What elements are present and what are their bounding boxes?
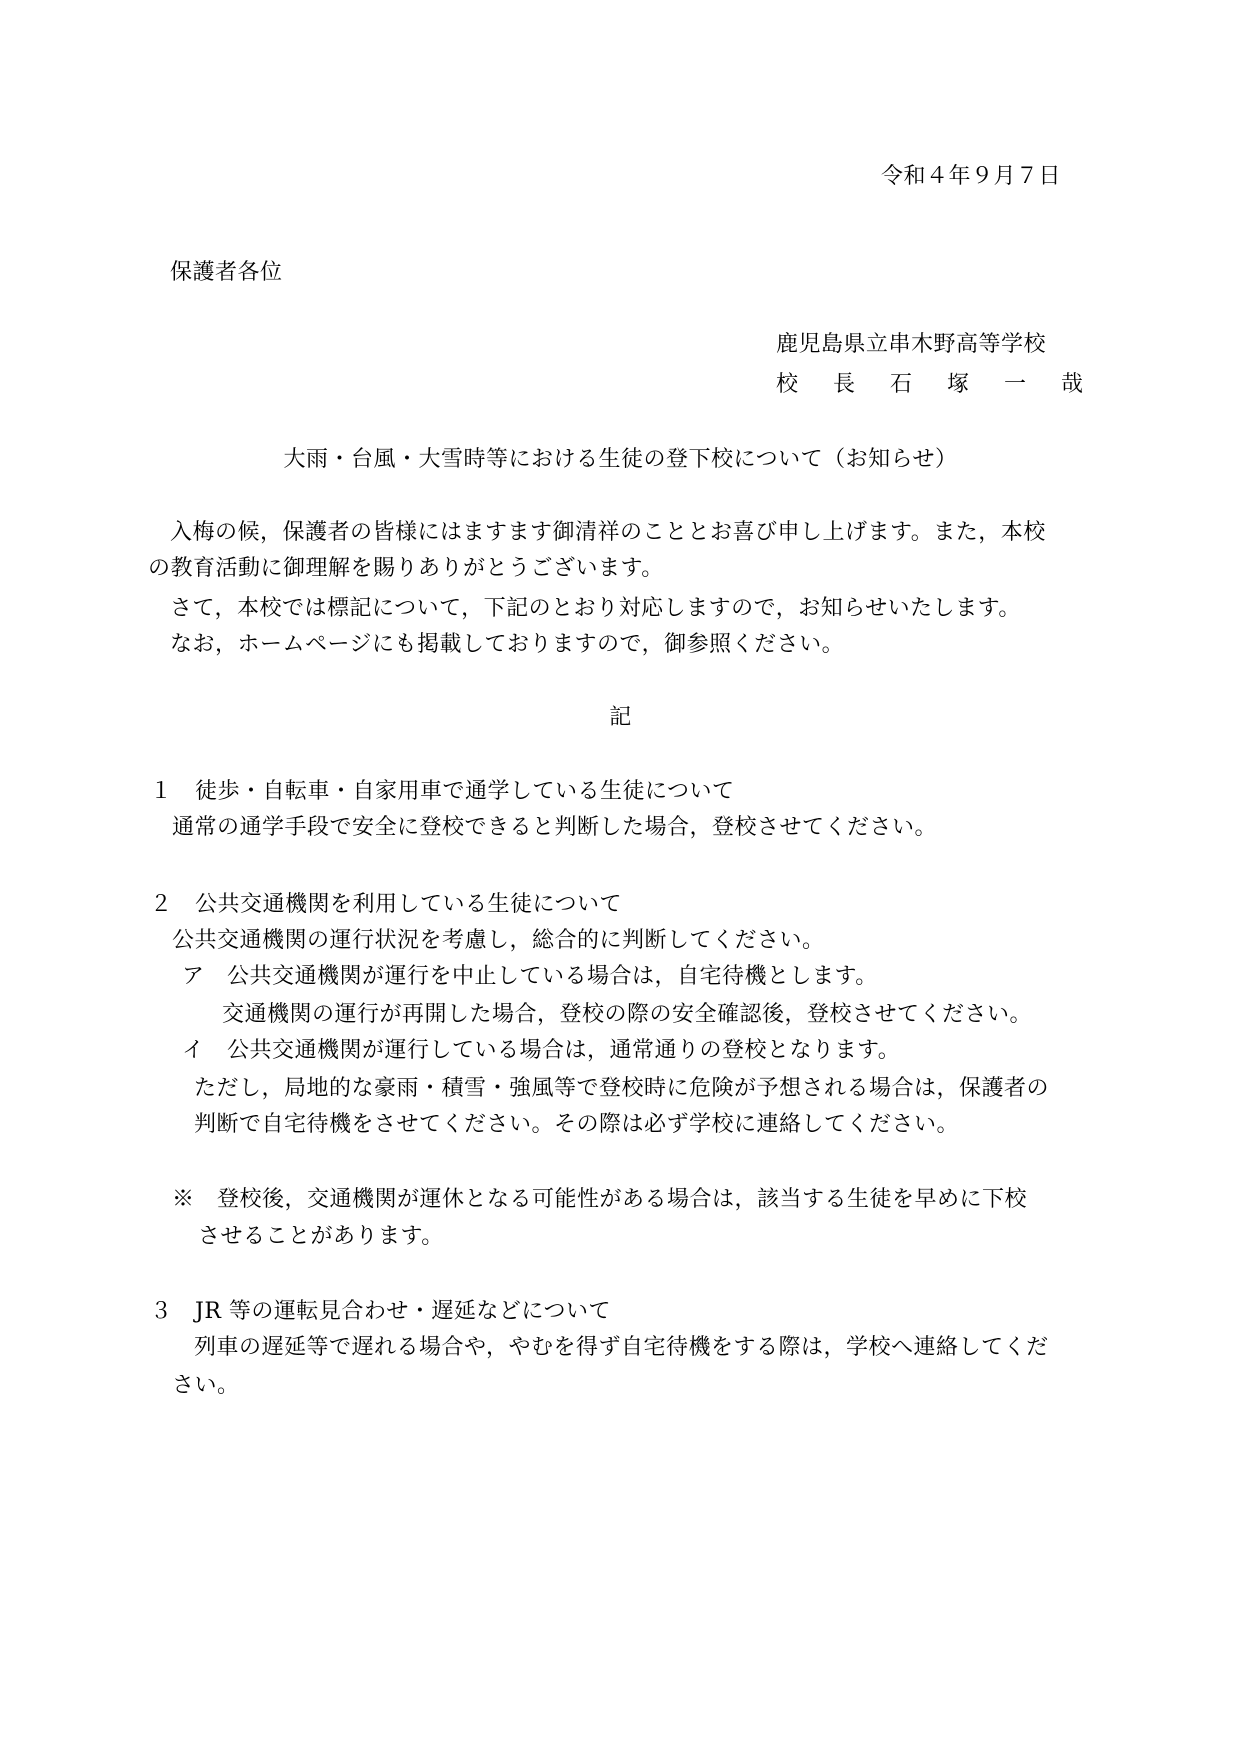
note-line: ※ 登校後，交通機関が運休となる可能性がある場合は，該当する生徒を早めに下校 xyxy=(172,1187,1028,1212)
intro-line: さて，本校では標記について，下記のとおり対応しますので，お知らせいたします。 xyxy=(170,596,1021,621)
section1-heading: １ 徒歩・自転車・自家用車で通学している生徒について xyxy=(150,779,735,804)
section3-body: 列車の遅延等で遅れる場合や，やむを得ず自宅待機をする際は，学校へ連絡してくだ xyxy=(194,1335,1049,1360)
principal-char: 哉 xyxy=(1061,372,1084,397)
section2-item-a: ア 公共交通機関が運行を中止している場合は，自宅待機とします。 xyxy=(182,964,878,989)
section3-heading: ３ JR 等の運転見合わせ・遅延などについて xyxy=(150,1299,611,1324)
intro-line: 入梅の候，保護者の皆様にはますます御清祥のこととお喜び申し上げます。また，本校 xyxy=(170,520,1046,545)
note-line: させることがあります。 xyxy=(198,1224,444,1249)
addressee: 保護者各位 xyxy=(170,260,283,285)
principal-char: 石 xyxy=(890,372,913,397)
school-name: 鹿児島県立串木野高等学校 xyxy=(776,332,1047,357)
ki-heading: 記 xyxy=(609,705,632,730)
section3-body: さい。 xyxy=(172,1373,240,1398)
principal-char: 一 xyxy=(1004,372,1027,397)
section2-heading: ２ 公共交通機関を利用している生徒について xyxy=(150,892,623,917)
principal-char: 長 xyxy=(833,372,856,397)
principal-char: 校 xyxy=(776,372,799,397)
section2-item-i-detail: 判断で自宅待機をさせてください。その際は必ず学校に連絡してください。 xyxy=(194,1112,960,1137)
principal-char: 塚 xyxy=(947,372,970,397)
document-date: 令和４年９月７日 xyxy=(880,164,1061,189)
intro-line: なお，ホームページにも掲載しておりますので，御参照ください。 xyxy=(170,632,845,657)
section1-body: 通常の通学手段で安全に登校できると判断した場合，登校させてください。 xyxy=(172,815,938,840)
intro-line: の教育活動に御理解を賜りありがとうございます。 xyxy=(148,556,664,581)
document-title: 大雨・台風・大雪時等における生徒の登下校について（お知らせ） xyxy=(283,447,958,472)
section2-body: 公共交通機関の運行状況を考慮し，総合的に判断してください。 xyxy=(172,928,825,953)
section2-item-i: イ 公共交通機関が運行している場合は，通常通りの登校となります。 xyxy=(182,1038,901,1063)
principal-signature xyxy=(776,370,1118,400)
section2-item-a-detail: 交通機関の運行が再開した場合，登校の際の安全確認後，登校させてください。 xyxy=(222,1002,1033,1027)
section2-item-i-detail: ただし，局地的な豪雨・積雪・強風等で登校時に危険が予想される場合は，保護者の xyxy=(194,1076,1050,1101)
